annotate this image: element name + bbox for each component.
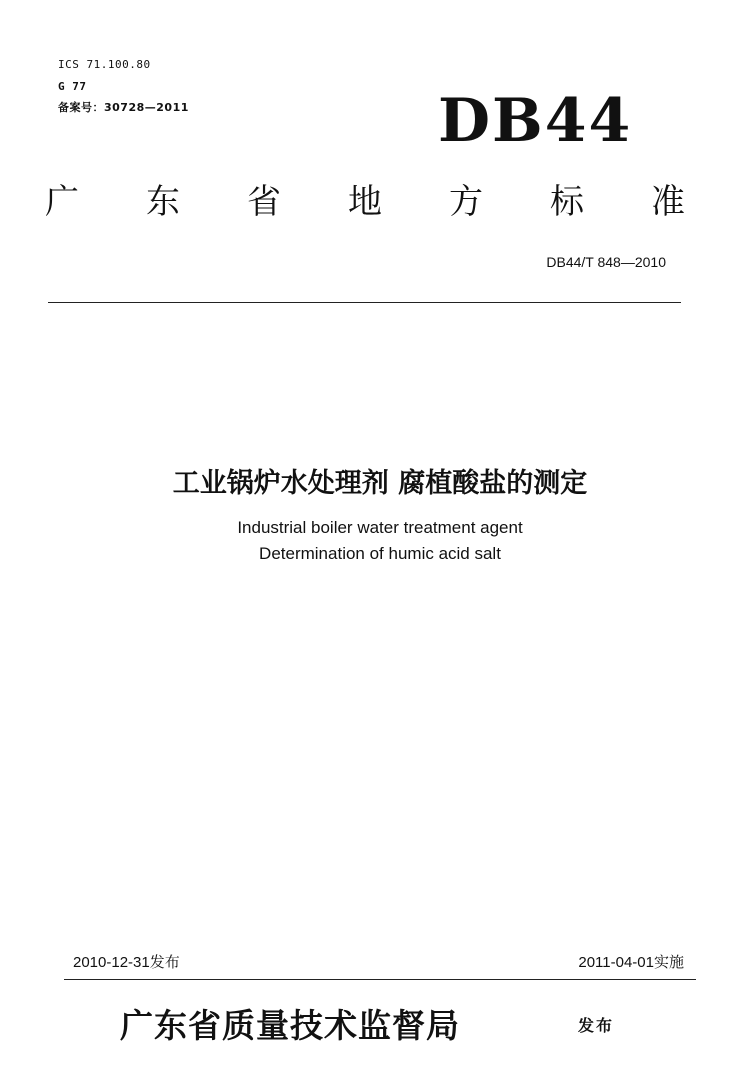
standard-number: DB44/T 848—2010 [546, 254, 666, 270]
issuing-authority: 广东省质量技术监督局 [120, 1006, 460, 1045]
standard-type-char: 标 [550, 182, 584, 222]
standard-type-char: 东 [146, 182, 180, 222]
bottom-divider [64, 979, 696, 980]
title-chinese: 工业锅炉水处理剂 腐植酸盐的测定 [172, 468, 588, 499]
standard-type-char: 广 [45, 182, 79, 222]
standard-type-char: 方 [449, 182, 483, 222]
standard-type-heading [40, 180, 690, 224]
ics-code: ICS 71.100.80 [58, 58, 151, 71]
clc-code: G 77 [58, 80, 87, 93]
title-english-line-1: Industrial boiler water treatment agent [237, 518, 523, 537]
standard-type-char: 准 [651, 182, 685, 222]
standard-type-char: 省 [247, 182, 281, 222]
filing-number: 备案号：30728—2011 [58, 101, 189, 114]
standard-type-char: 地 [348, 182, 382, 222]
issue-date: 2010-12-31发布 [73, 954, 180, 971]
issuing-authority-suffix: 发布 [578, 1016, 615, 1035]
implementation-date: 2011-04-01实施 [578, 954, 684, 971]
db44-logo: DB44 [438, 86, 633, 156]
top-divider [48, 302, 681, 303]
title-english-line-2: Determination of humic acid salt [259, 544, 501, 563]
